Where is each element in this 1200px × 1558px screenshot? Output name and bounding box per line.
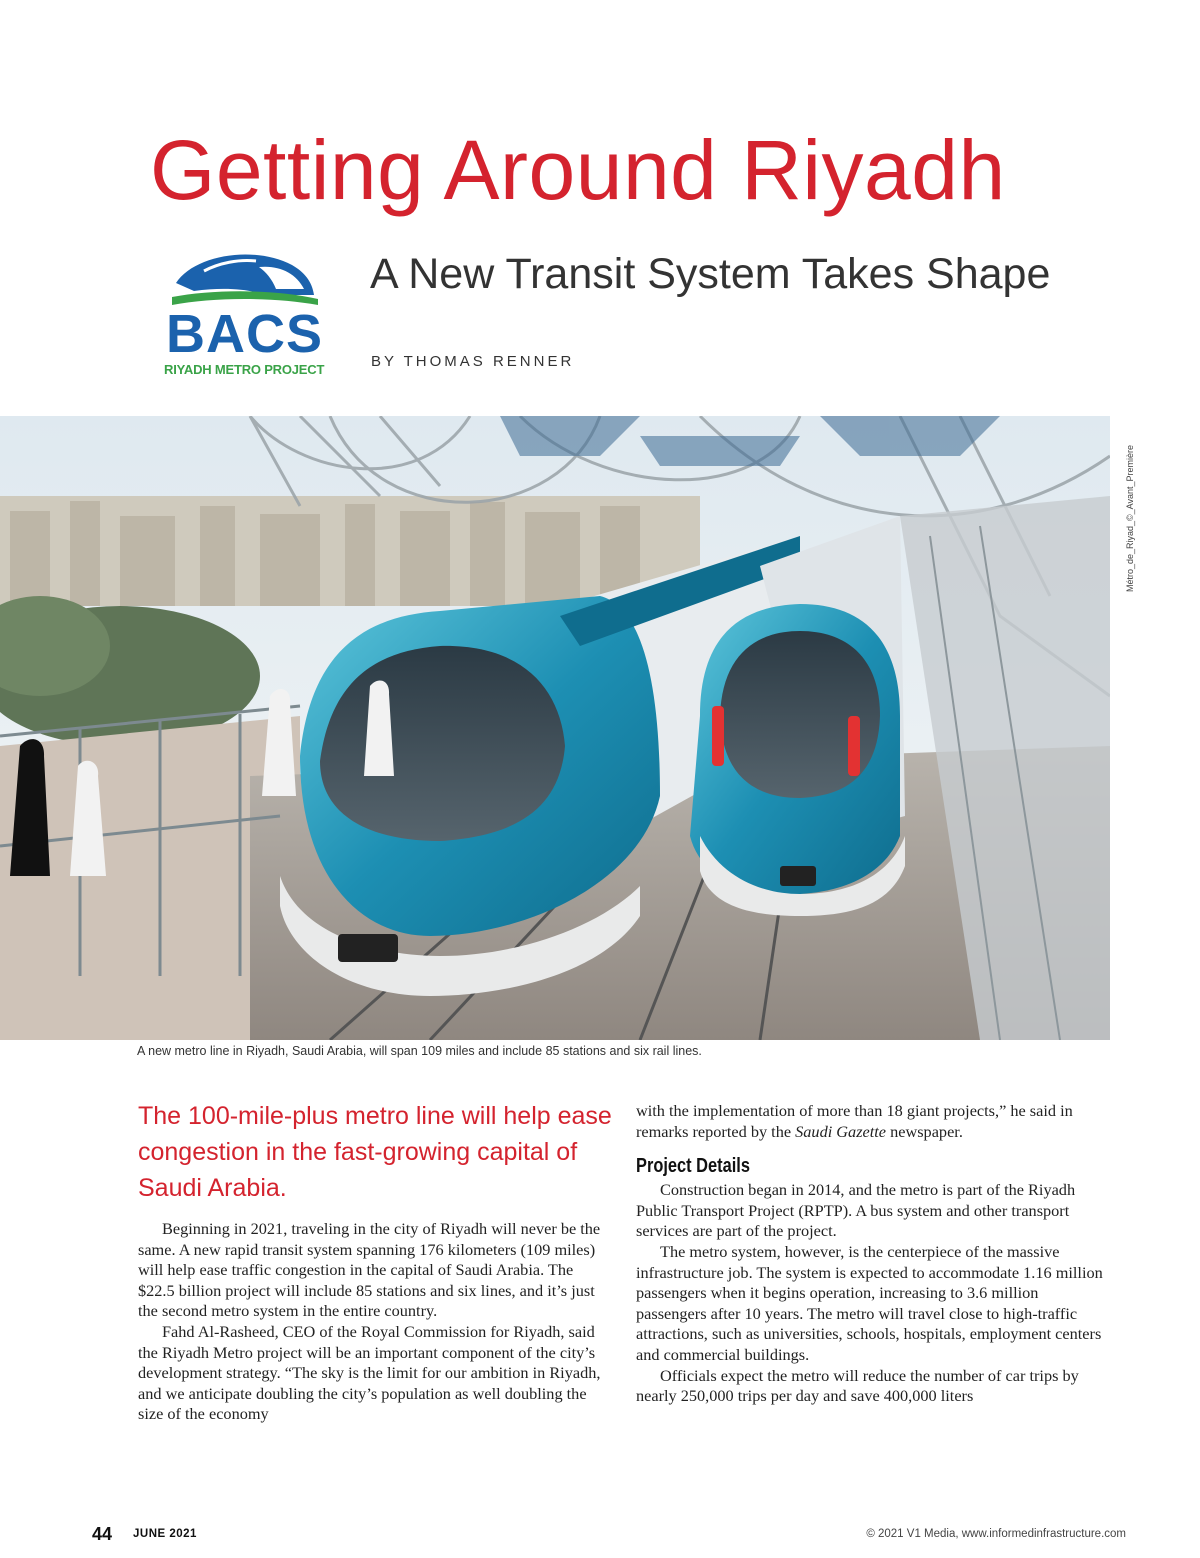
paragraph: Beginning in 2021, traveling in the city of Riyadh will never be the same. A new rapid transit system spanning 176 kilometers (109 miles) will help ease traffic congestion in the capital of Saudi Arabia. The $22.5 billion project will include 85 stations and six lines, and it’s just the second metro system in the entire country. xyxy=(138,1219,601,1321)
paragraph: The metro system, however, is the centerpiece of the massive infrastructure job. The system is expected to accommodate 1.16 million passengers when it begins operation, increasing to 3.6 million passengers after 10 years. The metro will travel close to high-traffic attractions, such as universities, schools, hospitals, employment centers and commercial buildings. xyxy=(636,1241,1103,1364)
paragraph: with the implementation of more than 18 giant projects,” he said in remarks reported by the Saudi Gazette newspaper. xyxy=(636,1101,1073,1141)
page-number: 44 xyxy=(92,1524,113,1544)
paragraph: Construction began in 2014, and the metro is part of the Riyadh Public Transport Project (RPTP). A bus system and other transport services are part of the project. xyxy=(636,1180,1076,1241)
photo-credit: Métro_de_Riyad_©_Avant_Première xyxy=(1125,444,1135,592)
article-column-2 xyxy=(636,1101,1110,1407)
byline: BY THOMAS RENNER xyxy=(371,353,575,370)
paragraph: Fahd Al-Rasheed, CEO of the Royal Commission for Riyadh, said the Riyadh Metro project will be an important component of the city’s development strategy. “The sky is the limit for our ambition in Riyadh, and we anticipate doubling the city’s population as well doubling the size of the economy xyxy=(138,1321,601,1424)
article-column-1 xyxy=(138,1219,608,1425)
logo-tagline: RIYADH METRO PROJECT xyxy=(164,362,325,377)
article-title: Getting Around Riyadh xyxy=(150,123,1006,217)
paragraph: Officials expect the metro will reduce the number of car trips by nearly 250,000 trips per day and save 400,000 liters xyxy=(636,1365,1079,1406)
bacs-logo xyxy=(164,245,324,380)
logo-wordmark: BACS xyxy=(166,304,324,364)
copyright-notice: © 2021 V1 Media, www.informedinfrastructure.com xyxy=(866,1528,1126,1540)
issue-date: JUNE 2021 xyxy=(133,1528,197,1540)
article-subtitle: A New Transit System Takes Shape xyxy=(370,250,1051,298)
metro-train-photo xyxy=(0,416,1110,1040)
section-heading: Project Details xyxy=(636,1155,750,1178)
photo-caption: A new metro line in Riyadh, Saudi Arabia, will span 109 miles and include 85 stations and six rail lines. xyxy=(137,1044,702,1058)
pull-quote: The 100-mile-plus metro line will help ease congestion in the fast-growing capital of Saudi Arabia. xyxy=(138,1102,612,1202)
